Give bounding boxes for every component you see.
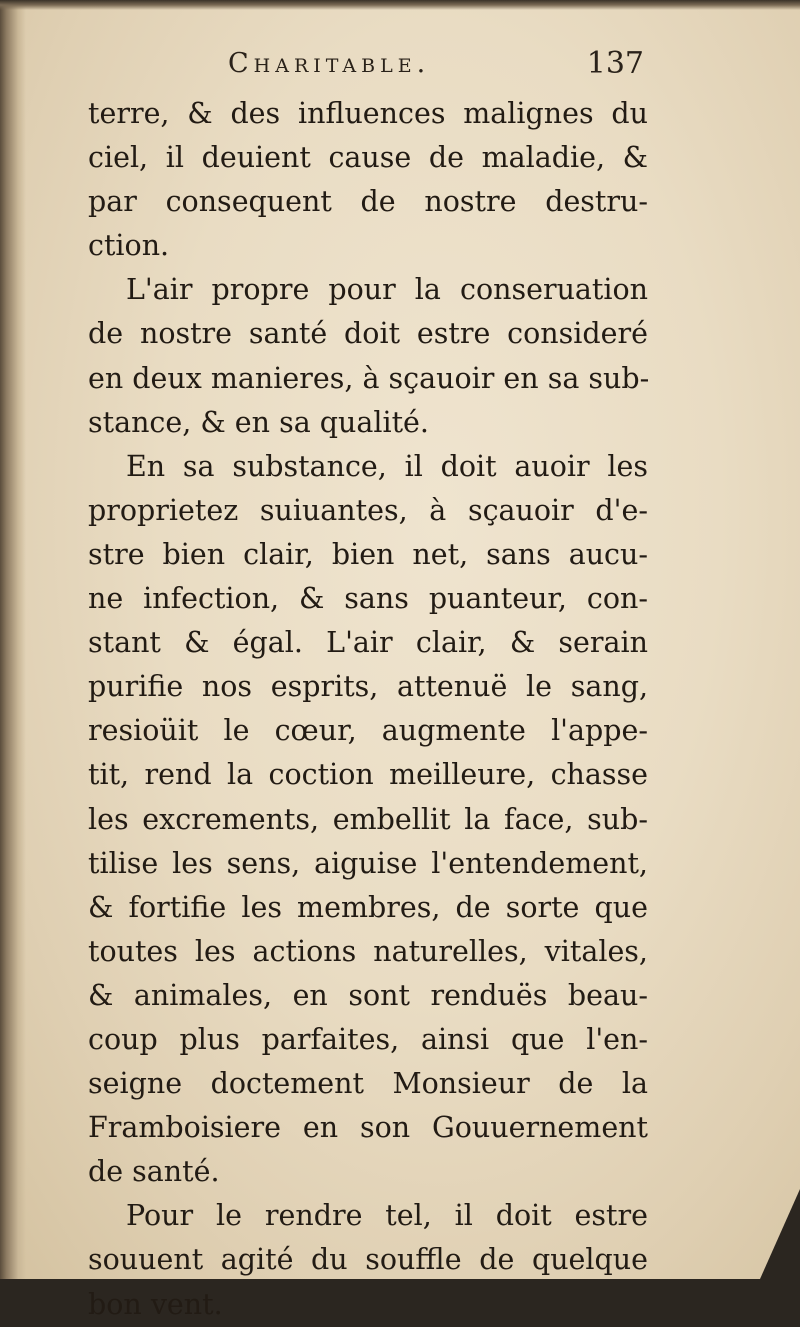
text-line: purifie nos esprits, attenuë le sang, bbox=[88, 670, 648, 704]
text-line: par consequent de nostre destru- bbox=[88, 185, 648, 219]
text-line: ne infection, & sans puanteur, con- bbox=[88, 582, 648, 616]
text-line: & fortifie les membres, de sorte que bbox=[88, 890, 648, 924]
text-line: en deux manieres, à sçauoir en sa sub- bbox=[88, 361, 650, 395]
text-line: ciel, il deuient cause de maladie, & bbox=[88, 141, 648, 175]
text-line: de santé. bbox=[88, 1155, 220, 1189]
text-line: terre, & des influences malignes du bbox=[88, 97, 648, 130]
text-line: souuent agité du souffle de quelque bbox=[88, 1243, 648, 1277]
text-line: En sa substance, il doit auoir les bbox=[126, 449, 648, 483]
text-line: L'air propre pour la conseruation bbox=[126, 273, 648, 307]
text-line: resioüit le cœur, augmente l'appe- bbox=[88, 714, 648, 748]
text-line: tilise les sens, aiguise l'entendement, bbox=[88, 846, 648, 880]
gutter-shadow bbox=[0, 0, 26, 1279]
text-line: ction. bbox=[88, 229, 170, 263]
text-line: proprietez suiuantes, à sçauoir d'e- bbox=[88, 493, 648, 527]
text-line: stant & égal. L'air clair, & serain bbox=[88, 626, 648, 660]
running-title: Charitable. bbox=[228, 48, 431, 79]
text-line: Pour le rendre tel, il doit estre bbox=[126, 1199, 648, 1233]
text-line: & animales, en sont renduës beau- bbox=[88, 978, 648, 1012]
text-line: tit, rend la coction meilleure, chasse bbox=[88, 758, 648, 792]
text-line: bon vent. bbox=[88, 1287, 223, 1321]
text-line: coup plus parfaites, ainsi que l'en- bbox=[88, 1022, 648, 1056]
text-line: Framboisiere en son Gouuernement bbox=[88, 1111, 648, 1145]
text-line: toutes les actions naturelles, vitales, bbox=[88, 934, 648, 968]
running-head bbox=[90, 44, 650, 88]
text-line: les excrements, embellit la face, sub- bbox=[88, 802, 648, 836]
text-line: seigne doctement Monsieur de la bbox=[88, 1067, 648, 1101]
page-corner bbox=[760, 1189, 800, 1279]
text-line: stance, & en sa qualité. bbox=[88, 405, 429, 439]
body-text bbox=[88, 92, 648, 1327]
text-line: stre bien clair, bien net, sans aucu- bbox=[88, 537, 648, 571]
top-edge bbox=[0, 0, 800, 10]
page-number: 137 bbox=[586, 46, 644, 81]
text-line: de nostre santé doit estre consideré bbox=[88, 317, 648, 351]
